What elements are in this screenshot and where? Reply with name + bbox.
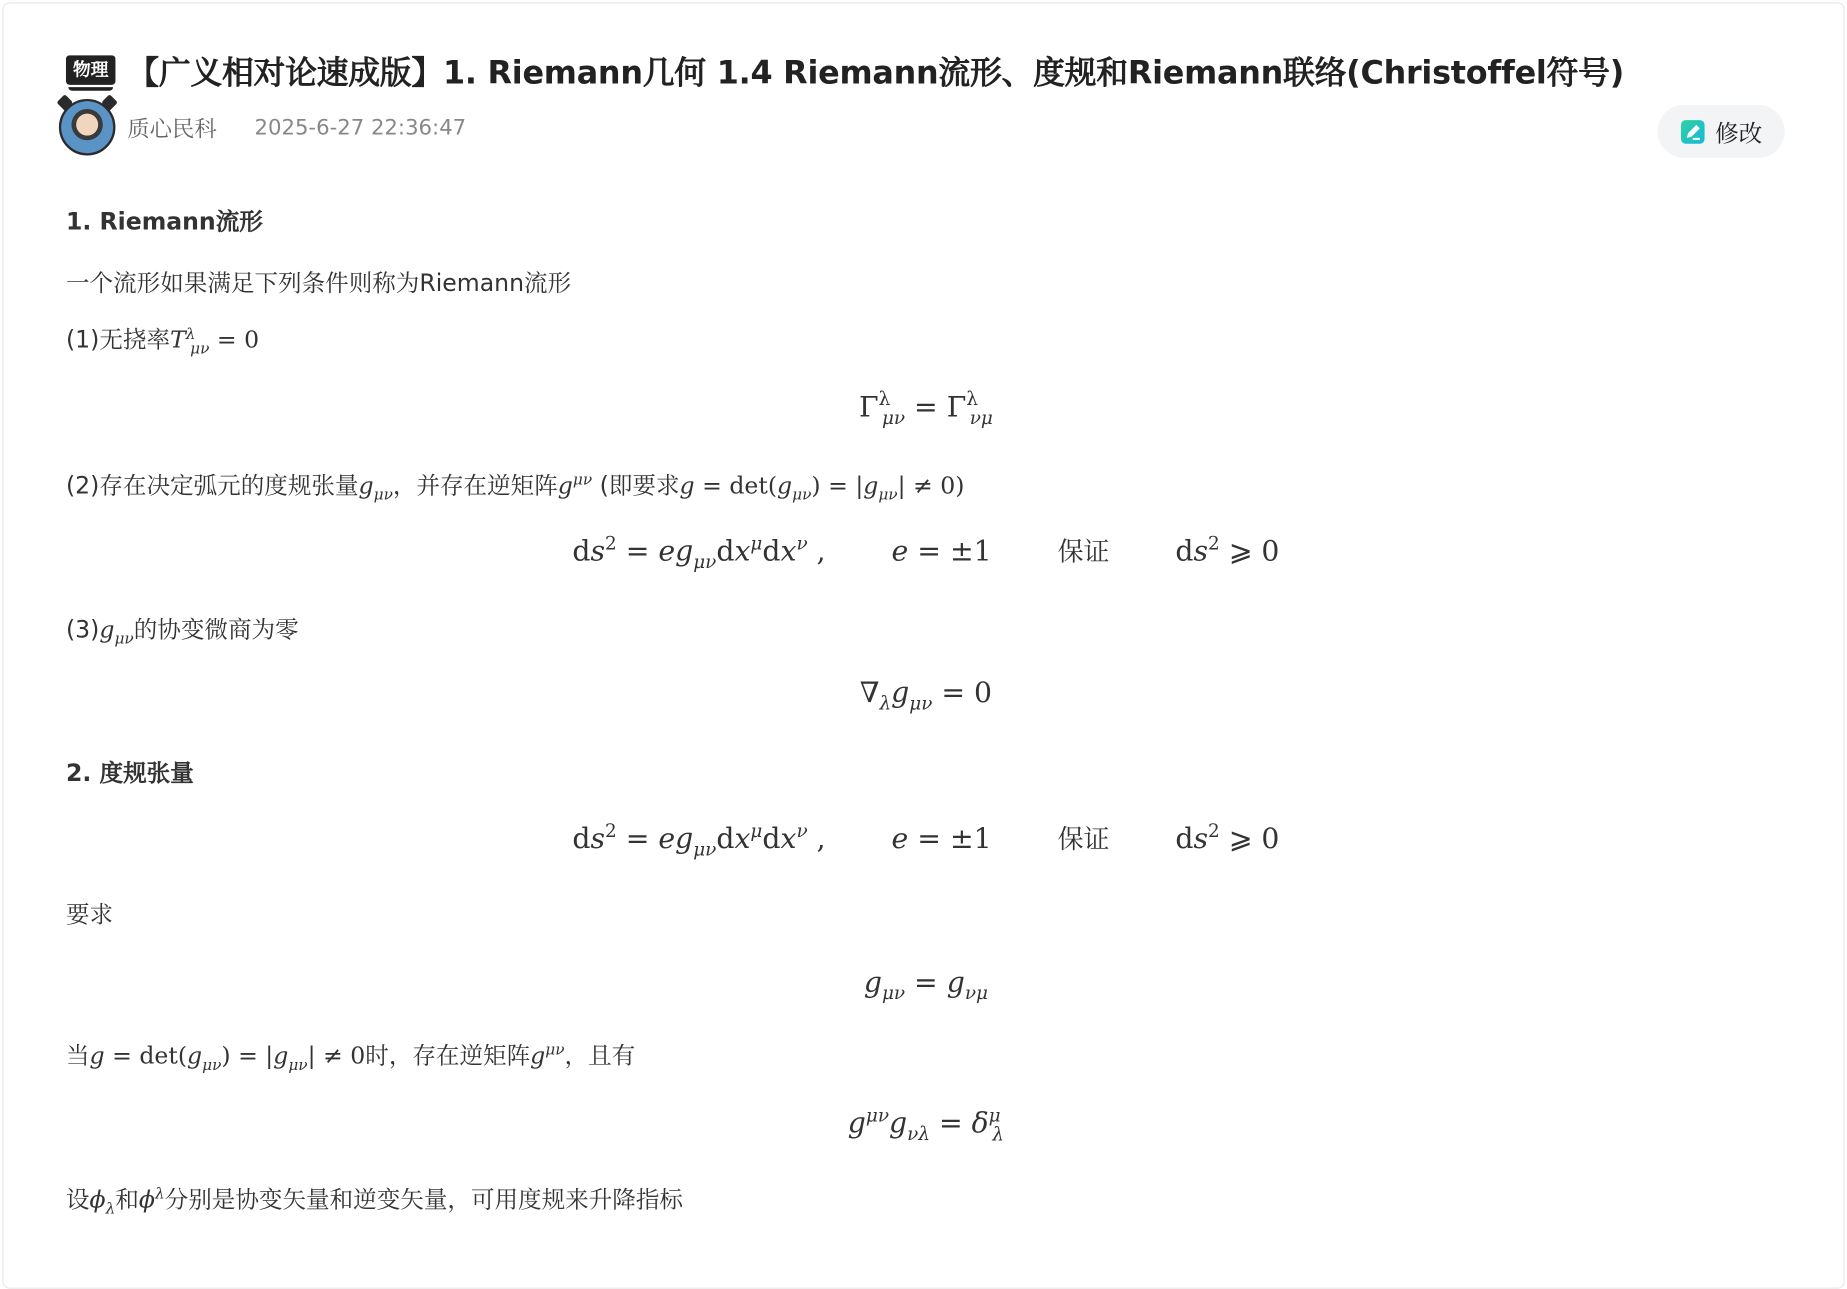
equation-metric-symmetry: $g_{\mu\nu} = g_{\nu\mu}$ <box>863 965 988 1004</box>
edit-icon <box>1680 118 1706 144</box>
torsion-math: $T^\lambda_{\mu\nu} = 0$ <box>170 325 260 359</box>
equation-metric-compatibility: $\nabla_\lambda g_{\mu\nu} = 0$ <box>859 676 993 715</box>
paragraph-require: 要求 <box>65 899 114 929</box>
section-heading-riemann-manifold: 1. Riemann流形 <box>65 207 263 236</box>
condition-3: $(3)g_{\mu\nu}$的协变微商为零 <box>65 614 299 649</box>
lower-raise-suffix: 分别是协变矢量和逆变矢量，可用度规来升降指标 <box>164 1185 683 1214</box>
equation-christoffel-symmetry: $\Gamma^\lambda_{\mu\nu} = \Gamma^\lambda_{\nu\mu}$ <box>858 388 993 429</box>
inverse-prefix: 当 <box>65 1041 90 1070</box>
publish-date: 2025-6-27 22:36:47 <box>254 114 467 140</box>
inverse-mid: 时，存在逆矩阵 <box>365 1041 531 1070</box>
edit-button[interactable] <box>1657 105 1784 158</box>
author-meta <box>59 99 466 156</box>
condition-3-prefix: (3) <box>65 614 100 644</box>
article-title: 【广义相对论速成版】1. Riemann几何 1.4 Riemann流形、度规和Riemann联络(Christoffel符号) <box>127 55 1625 92</box>
inverse-suffix: ，且有 <box>564 1041 636 1070</box>
section-heading-metric-tensor: 2. 度规张量 <box>65 758 194 787</box>
condition-2: (2)存在决定弧元的度规张量$g_{\mu\nu}$，并存在逆矩阵$g^{\mu\nu}$ (即要求$g = \det(g_{\mu\nu}) = |g_{\mu\nu}| \ne 0$) <box>65 471 965 505</box>
author-name[interactable]: 质心民科 <box>127 116 217 142</box>
lower-raise-and: 和 <box>115 1185 139 1214</box>
lower-raise-prefix: 设 <box>65 1185 90 1214</box>
equation-line-element-2: $ds^2 = eg_{\mu\nu}dx^\mu dx^\nu$ , e = ±1 保证 $ds^2$ ⩾ 0 <box>572 820 1280 861</box>
baozheng-text-1: 保证 <box>1057 538 1110 568</box>
condition-1-text: (1)无挠率 <box>65 325 171 354</box>
title-row <box>66 47 1624 93</box>
condition-2-paren: (即要求 <box>592 471 680 500</box>
avatar[interactable] <box>59 99 116 156</box>
paragraph-lower-raise: 设$\phi_\lambda$和$\phi^\lambda$分别是协变矢量和逆变矢量，可用度规来升降指标 <box>65 1185 683 1219</box>
condition-2-text: (2)存在决定弧元的度规张量 <box>65 471 359 500</box>
condition-2-mid: ，并存在逆矩阵 <box>392 471 558 500</box>
equation-line-element: $ds^2 = eg_{\mu\nu}dx^\mu dx^\nu$ , e = ±1 保证 $ds^2$ ⩾ 0 <box>572 533 1280 573</box>
condition-3-text: 的协变微商为零 <box>133 614 299 644</box>
paragraph-intro: 一个流形如果满足下列条件则称为Riemann流形 <box>65 268 572 297</box>
edit-label: 修改 <box>1715 118 1763 148</box>
condition-1 <box>66 320 259 358</box>
baozheng-text-2: 保证 <box>1057 825 1110 856</box>
paragraph-inverse: 当$g = \det(g_{\mu\nu}) = |g_{\mu\nu}| \ne 0$时，存在逆矩阵$g^{\mu\nu}$，且有 <box>65 1041 636 1075</box>
equation-kronecker: $g^{\mu\nu}g_{\nu\lambda} = \delta^\mu_\lambda$ <box>847 1104 1005 1145</box>
category-tag[interactable]: 物理 <box>66 55 115 84</box>
